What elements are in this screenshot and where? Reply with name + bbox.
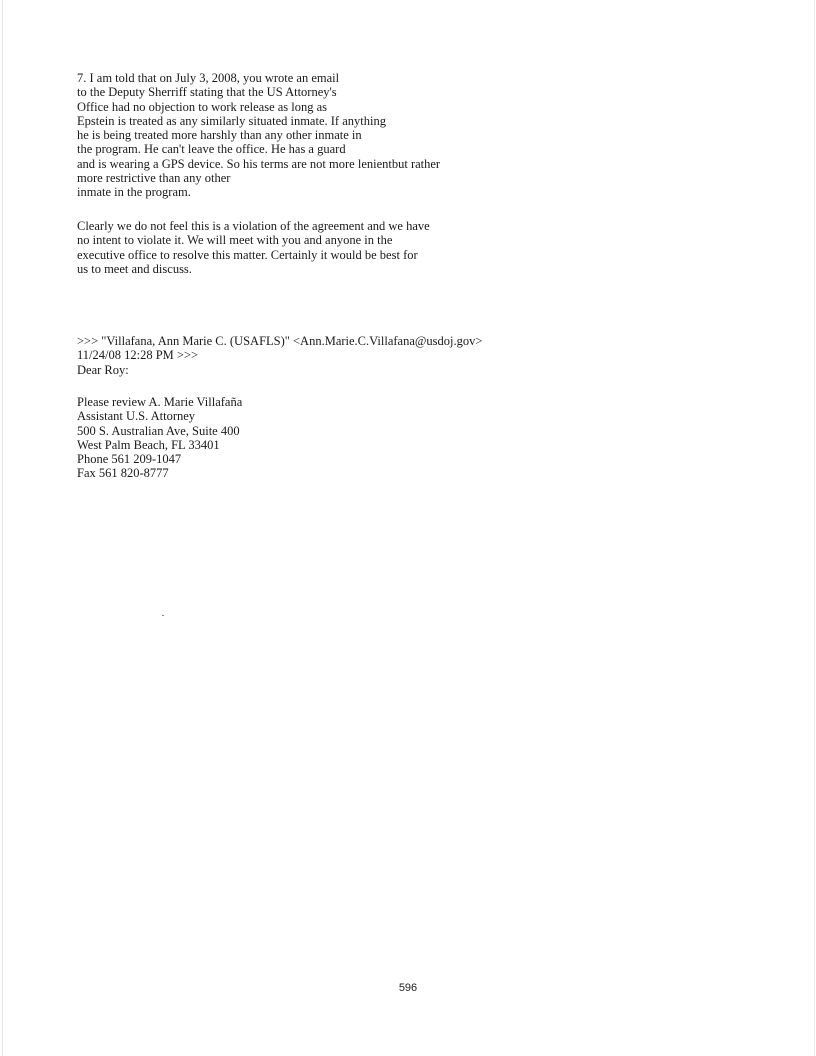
page-number: 596 bbox=[398, 982, 418, 994]
signature-line: Please review A. Marie Villafaña bbox=[77, 395, 243, 409]
paragraph-clearly bbox=[77, 219, 430, 276]
paragraph-clearly-line: us to meet and discuss. bbox=[77, 261, 192, 276]
signature-line: Phone 561 209-1047 bbox=[77, 452, 182, 467]
paragraph-7-line: inmate in the program. bbox=[77, 185, 191, 200]
scan-edge-right bbox=[814, 0, 815, 1056]
paragraph-7-line: Office had no objection to work release as long as bbox=[77, 99, 328, 114]
paragraph-7 bbox=[77, 71, 440, 200]
scan-speck bbox=[162, 615, 164, 616]
paragraph-7-line: the program. He can't leave the office. He has a guard bbox=[77, 142, 346, 157]
scan-edge-left bbox=[2, 0, 3, 1056]
signature-line: Assistant U.S. Attorney bbox=[77, 409, 196, 424]
signature-block bbox=[77, 395, 242, 481]
paragraph-clearly-line: Clearly we do not feel this is a violation of the agreement and we have bbox=[77, 219, 430, 233]
paragraph-7-line: 7. I am told that on July 3, 2008, you wrote an email bbox=[77, 71, 340, 85]
email-timestamp-line: 11/24/08 12:28 PM >>> bbox=[77, 348, 199, 363]
quoted-email-header bbox=[77, 334, 482, 377]
email-sender-line: >>> "Villafana, Ann Marie C. (USAFLS)" <Ann.Marie.C.Villafana@usdoj.gov> bbox=[77, 334, 483, 348]
paragraph-clearly-line: executive office to resolve this matter. Certainly it would be best for bbox=[77, 247, 418, 262]
paragraph-clearly-line: no intent to violate it. We will meet with you and anyone in the bbox=[77, 233, 393, 248]
signature-line: Fax 561 820-8777 bbox=[77, 466, 169, 481]
email-greeting: Dear Roy: bbox=[77, 362, 129, 377]
paragraph-7-line: Epstein is treated as any similarly situated inmate. If anything bbox=[77, 113, 386, 128]
paragraph-7-line: he is being treated more harshly than any other inmate in bbox=[77, 128, 362, 143]
signature-line: 500 S. Australian Ave, Suite 400 bbox=[77, 423, 240, 438]
paragraph-7-line: and is wearing a GPS device. So his terms are not more lenientbut rather bbox=[77, 156, 441, 171]
signature-line: West Palm Beach, FL 33401 bbox=[77, 437, 220, 452]
paragraph-7-line: to the Deputy Sherriff stating that the US Attorney's bbox=[77, 85, 337, 100]
paragraph-7-line: more restrictive than any other bbox=[77, 171, 231, 186]
